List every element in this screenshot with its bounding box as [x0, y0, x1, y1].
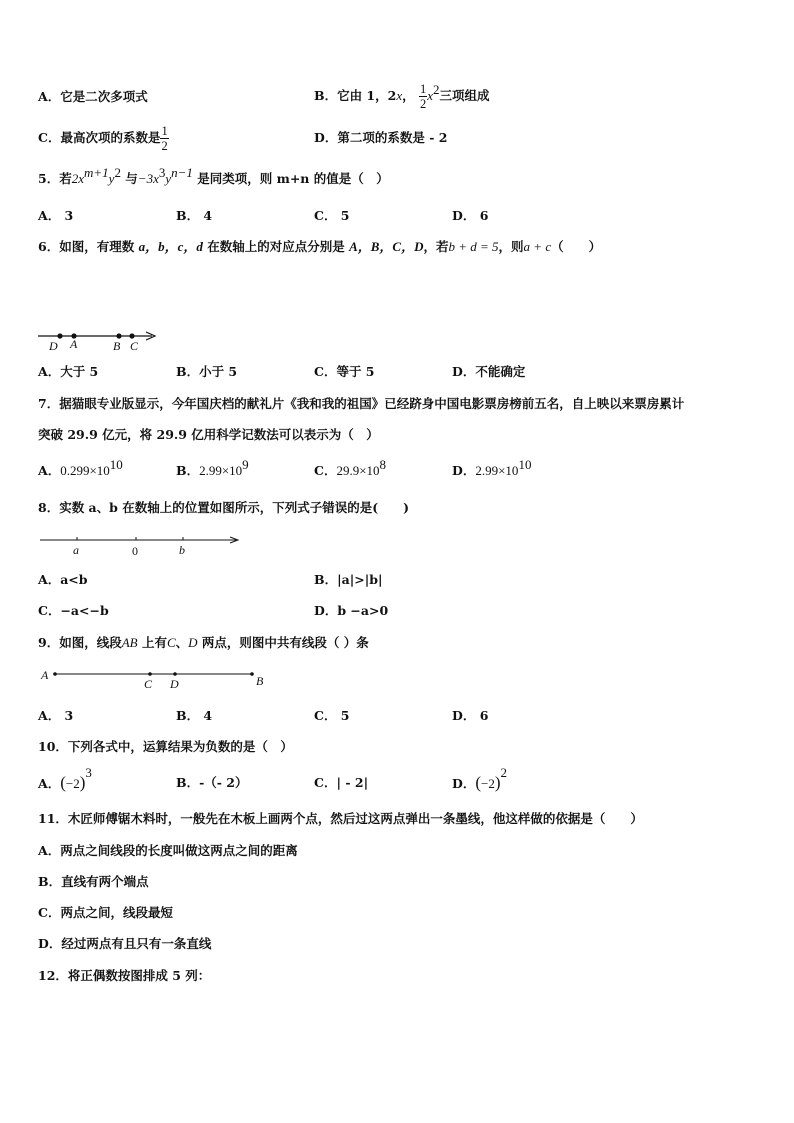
point-c — [148, 672, 152, 676]
q10-option-c: C．| - 2| — [314, 775, 369, 790]
fraction-one-half: $\frac{1}{2}$ — [419, 82, 427, 111]
q5-option-c: C． 5 — [314, 208, 350, 223]
point-b — [250, 672, 254, 676]
q11-option-a: A．两点之间线段的长度叫做这两点之间的距离 — [38, 843, 298, 858]
q8-stem: 8．实数 a、b 在数轴上的位置如图所示，下列式子错误的是( ) — [38, 500, 410, 515]
q12-stem: 12．将正偶数按图排成 5 列： — [38, 968, 211, 983]
q8-option-a: A．a<b — [38, 572, 88, 587]
q10-option-a: A．$(-2)^3$ — [38, 764, 92, 792]
point-a — [53, 672, 57, 676]
label-a: A — [41, 668, 49, 682]
q4-option-a: A．它是二次多项式 — [38, 89, 148, 104]
label-b: b — [179, 543, 185, 557]
point-b — [116, 333, 121, 338]
label-0: 0 — [132, 544, 138, 558]
fraction-one-half: $\frac{1}{2}$ — [161, 124, 168, 153]
q5-option-b: B． 4 — [176, 208, 213, 223]
q10-stem: 10．下列各式中，运算结果为负数的是（ ） — [38, 739, 293, 754]
point-d — [173, 672, 177, 676]
q4-option-d: D．第二项的系数是 - 2 — [314, 130, 448, 145]
q8-option-d: D．b −a>0 — [314, 603, 389, 618]
q7-option-b: B．$2.99\times 10^9$ — [176, 456, 249, 478]
q8-option-c: C．−a<−b — [38, 603, 109, 618]
q5-option-d: D． 6 — [452, 208, 489, 223]
q9-segment-figure — [38, 664, 270, 692]
q5-stem: 5．若$2x^{m+1}y^2$ 与$-3x^3y^{n-1}$ 是同类项，则 m+n 的值是（ ） — [38, 164, 389, 186]
q7-option-a: A．$0.299\times 10^{10}$ — [38, 456, 123, 478]
label-c: C — [144, 677, 153, 691]
label-b: B — [256, 674, 264, 688]
q9-option-c: C． 5 — [314, 708, 350, 723]
q11-option-b: B．直线有两个端点 — [38, 874, 149, 889]
q11-stem: 11．木匠师傅锯木料时，一般先在木板上画两个点，然后过这两点弹出一条墨线，他这样做的依据是（ ） — [38, 811, 643, 826]
q6-stem: 6．如图，有理数 a，b，c，d 在数轴上的对应点分别是 A，B，C，D，若b + d = 5，则a + c（ ） — [38, 239, 602, 254]
q7-stem-line2: 突破 29.9 亿元，将 29.9 亿用科学记数法可以表示为（ ） — [38, 427, 379, 442]
q6-option-a: A．大于 5 — [38, 364, 99, 379]
q7-stem-line1: 7．据猫眼专业版显示，今年国庆档的献礼片《我和我的祖国》已经跻身中国电影票房榜前五名，自上映以来票房累计 — [38, 396, 685, 411]
q9-stem: 9．如图，线段AB 上有C、D 两点，则图中共有线段（ ）条 — [38, 635, 369, 650]
label-d: D — [170, 677, 179, 691]
label-b: B — [113, 339, 121, 353]
point-c — [129, 333, 134, 338]
q10-option-d: D．$(-2)^2$ — [452, 764, 508, 792]
q9-option-b: B． 4 — [176, 708, 213, 723]
label-a: a — [73, 543, 79, 557]
q6-option-d: D．不能确定 — [452, 364, 526, 379]
q4-option-c: C．最高次项的系数是 $\frac{1}{2}$ — [38, 124, 168, 153]
point-d — [57, 333, 62, 338]
q5-option-a: A． 3 — [38, 208, 74, 223]
q10-option-b: B．-（- 2） — [176, 775, 248, 790]
q9-option-a: A． 3 — [38, 708, 74, 723]
q7-option-c: C．$29.9\times 10^8$ — [314, 456, 387, 478]
q8-number-line-figure — [38, 530, 242, 558]
label-d: D — [49, 339, 58, 353]
q4-option-b: B．它由 1，2x， $\frac{1}{2}$ $x^2$三项组成 — [314, 81, 490, 111]
q9-option-d: D． 6 — [452, 708, 489, 723]
label-c: C — [130, 339, 139, 353]
q11-option-c: C．两点之间，线段最短 — [38, 905, 173, 920]
q11-option-d: D．经过两点有且只有一条直线 — [38, 936, 212, 951]
q6-option-c: C．等于 5 — [314, 364, 375, 379]
q7-option-d: D．$2.99\times 10^{10}$ — [452, 456, 532, 478]
q6-number-line-figure — [34, 326, 162, 354]
q8-option-b: B．|a|>|b| — [314, 572, 383, 587]
q6-option-b: B．小于 5 — [176, 364, 238, 379]
label-a: A — [70, 337, 78, 351]
